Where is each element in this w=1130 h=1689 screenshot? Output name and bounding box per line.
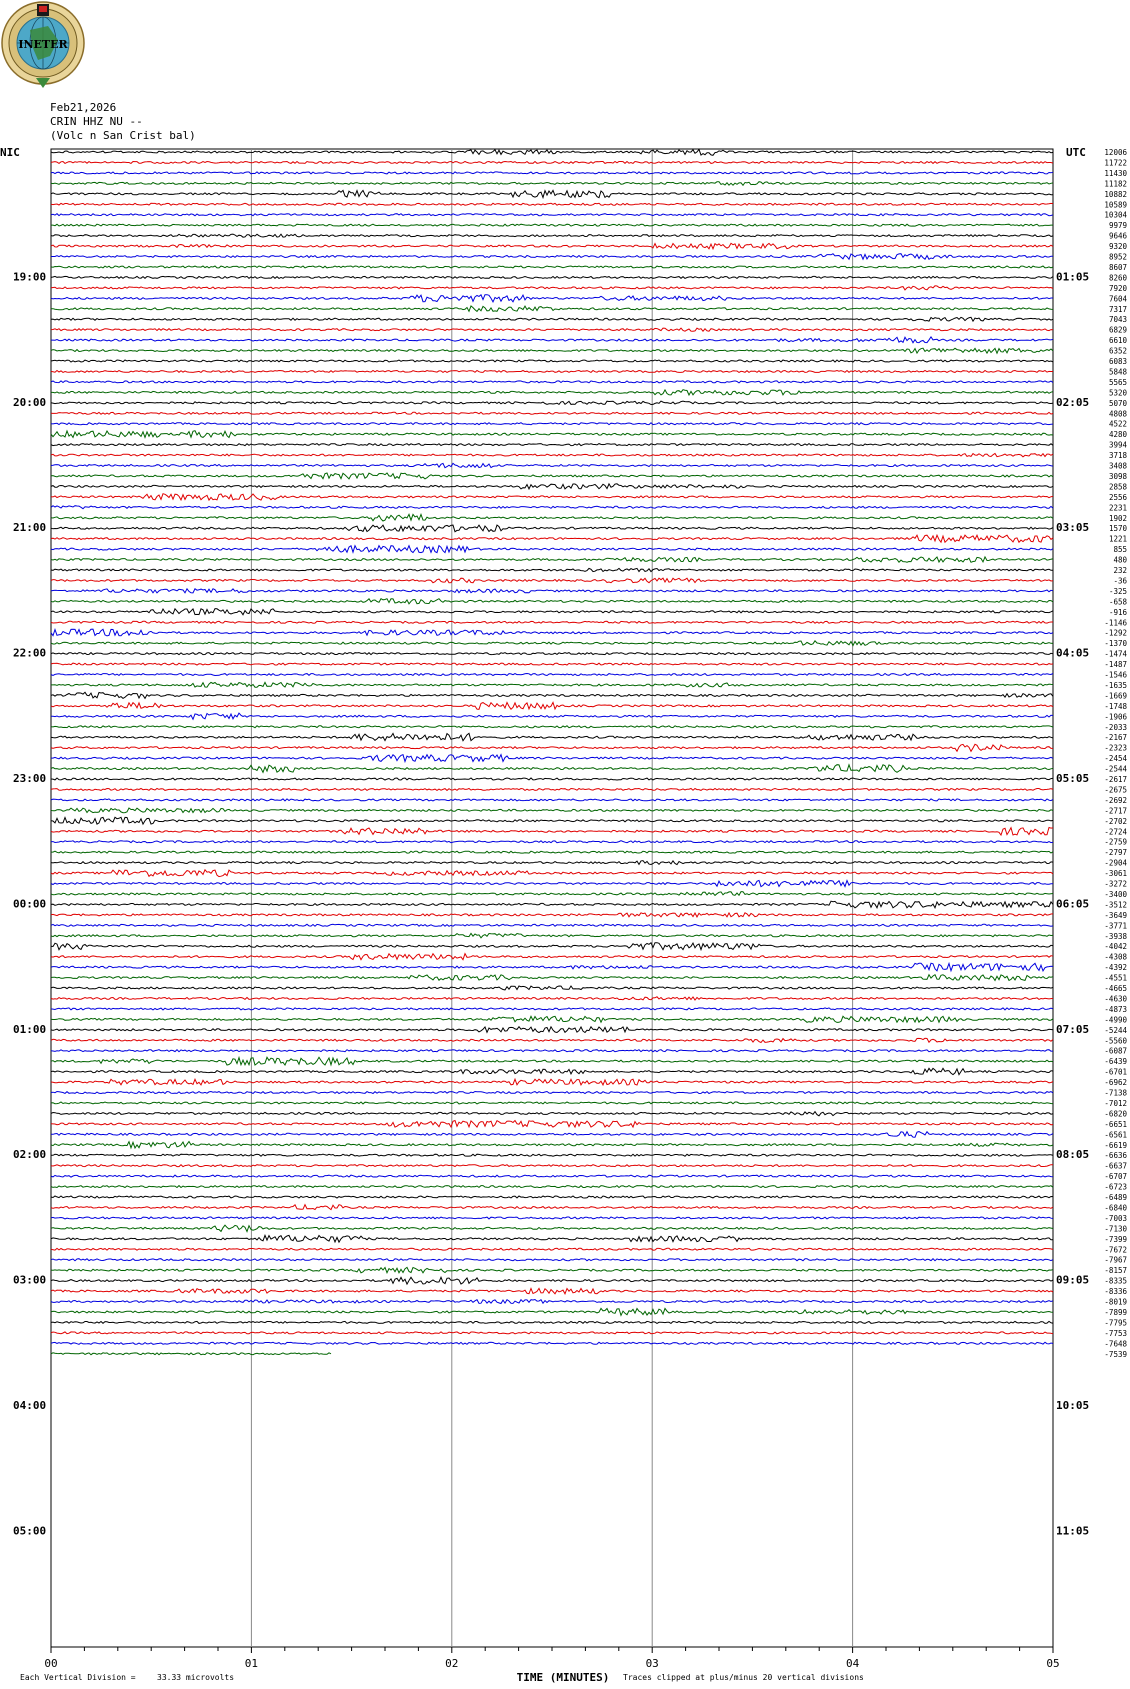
offset-label: -1906: [1104, 712, 1127, 722]
offset-label: -6962: [1104, 1078, 1127, 1088]
offset-label: 855: [1113, 545, 1127, 555]
trace-row-0: [51, 149, 1053, 155]
trace-row-14: [51, 295, 1053, 302]
offset-label: 2231: [1108, 503, 1127, 513]
trace-row-92: [51, 1112, 1053, 1116]
trace-row-109: [51, 1288, 1053, 1293]
right-zone-label: UTC: [1066, 146, 1086, 159]
offset-label: 5565: [1108, 377, 1127, 387]
left-hour-label: 02:00: [13, 1148, 47, 1162]
trace-row-4: [51, 190, 1053, 197]
trace-row-101: [51, 1205, 1053, 1210]
trace-row-7: [51, 224, 1053, 226]
trace-row-23: [51, 390, 1053, 395]
trace-row-97: [51, 1165, 1053, 1167]
trace-row-2: [51, 172, 1053, 174]
offset-label: 6083: [1108, 357, 1127, 366]
trace-row-32: [51, 484, 1053, 489]
x-tick-label: 00: [44, 1657, 58, 1670]
offset-label: -7012: [1104, 1098, 1127, 1108]
trace-row-15: [51, 306, 1053, 311]
trace-row-40: [51, 568, 1053, 571]
offset-label: -2797: [1104, 848, 1127, 858]
offset-label: -2033: [1104, 722, 1127, 732]
offset-label: -6707: [1104, 1172, 1127, 1182]
offset-label: -3649: [1104, 910, 1127, 920]
trace-row-39: [51, 557, 1053, 562]
trace-row-112: [51, 1321, 1053, 1323]
trace-row-89: [51, 1079, 1053, 1085]
trace-row-76: [51, 943, 1053, 950]
trace-row-63: [51, 808, 1053, 813]
trace-row-75: [51, 933, 1053, 937]
trace-row-88: [51, 1068, 1053, 1074]
trace-row-38: [51, 546, 1053, 553]
offset-label: -3512: [1104, 900, 1127, 910]
trace-row-29: [51, 454, 1053, 457]
x-tick-label: 05: [1046, 1657, 1060, 1670]
trace-row-25: [51, 412, 1053, 414]
left-hour-label: 03:00: [13, 1273, 47, 1287]
offset-label: -1370: [1104, 639, 1127, 649]
offset-label: -4990: [1104, 1015, 1127, 1025]
trace-row-85: [51, 1038, 1053, 1042]
trace-row-94: [51, 1132, 1053, 1138]
trace-row-44: [51, 609, 1053, 615]
trace-row-66: [51, 841, 1053, 843]
trace-row-102: [51, 1217, 1053, 1219]
trace-row-13: [51, 286, 1053, 290]
offset-label: 11722: [1104, 158, 1127, 168]
chart-title-date: Feb21,2026: [50, 101, 117, 114]
offset-label: 2556: [1108, 492, 1127, 502]
trace-row-36: [51, 525, 1053, 532]
offset-label: -7539: [1104, 1349, 1127, 1359]
offset-labels: [1104, 148, 1127, 1359]
left-hour-label: 01:00: [13, 1022, 47, 1036]
left-hour-label: 00:00: [13, 897, 47, 911]
offset-label: -5560: [1104, 1036, 1127, 1046]
trace-row-48: [51, 653, 1053, 655]
trace-row-18: [51, 337, 1053, 343]
offset-label: -2904: [1104, 858, 1127, 868]
trace-row-84: [51, 1027, 1053, 1033]
trace-row-43: [51, 599, 1053, 604]
offset-label: -2454: [1104, 754, 1127, 764]
trace-row-115: [51, 1353, 331, 1355]
trace-row-49: [51, 663, 1053, 665]
trace-row-96: [51, 1154, 1053, 1156]
left-hour-label: 19:00: [13, 270, 47, 284]
offset-label: -7672: [1104, 1245, 1127, 1255]
offset-label: 10589: [1104, 200, 1127, 210]
offset-label: 3994: [1108, 440, 1127, 450]
left-zone-label: NIC: [0, 146, 20, 159]
offset-label: -1474: [1104, 649, 1127, 659]
offset-label: -916: [1108, 607, 1127, 617]
offset-label: -7899: [1104, 1307, 1127, 1317]
offset-label: -6820: [1104, 1109, 1127, 1119]
right-hour-label: 01:05: [1056, 270, 1090, 284]
offset-label: -2692: [1104, 795, 1127, 805]
trace-row-87: [51, 1057, 1053, 1065]
trace-row-10: [51, 254, 1053, 260]
trace-row-90: [51, 1092, 1053, 1094]
offset-label: -2724: [1104, 827, 1127, 837]
trace-row-52: [51, 692, 1053, 698]
offset-label: 7920: [1108, 283, 1127, 293]
offset-label: 9646: [1108, 231, 1127, 241]
left-hour-label: 23:00: [13, 772, 47, 785]
offset-label: -36: [1113, 576, 1127, 586]
trace-row-65: [51, 828, 1053, 836]
offset-label: -6439: [1104, 1057, 1127, 1067]
trace-row-68: [51, 861, 1053, 865]
offset-label: -1669: [1104, 691, 1127, 701]
offset-label: -2717: [1104, 806, 1127, 816]
right-hour-label: 04:05: [1056, 646, 1090, 660]
right-hour-label: 11:05: [1056, 1524, 1090, 1538]
offset-label: -5244: [1104, 1025, 1127, 1035]
trace-row-86: [51, 1050, 1053, 1052]
offset-label: -7648: [1104, 1339, 1127, 1349]
offset-label: -7967: [1104, 1255, 1127, 1265]
trace-row-69: [51, 870, 1053, 877]
offset-label: -3272: [1104, 879, 1127, 889]
trace-row-50: [51, 674, 1053, 676]
trace-row-62: [51, 799, 1053, 801]
offset-label: -6651: [1104, 1119, 1127, 1129]
offset-label: -7130: [1104, 1224, 1127, 1234]
trace-row-55: [51, 726, 1053, 728]
offset-label: -2544: [1104, 764, 1127, 774]
offset-label: -8336: [1104, 1287, 1127, 1297]
trace-row-24: [51, 401, 1053, 404]
offset-label: -8019: [1104, 1297, 1127, 1307]
trace-row-82: [51, 1008, 1053, 1010]
trace-row-20: [51, 360, 1053, 362]
offset-label: 11430: [1104, 168, 1127, 178]
offset-label: -6636: [1104, 1151, 1127, 1161]
trace-row-95: [51, 1142, 1053, 1149]
trace-row-91: [51, 1102, 1053, 1104]
trace-row-46: [51, 629, 1053, 636]
trace-row-54: [51, 713, 1053, 719]
offset-label: -4630: [1104, 994, 1127, 1004]
offset-label: -7138: [1104, 1088, 1127, 1098]
trace-row-9: [51, 243, 1053, 249]
offset-label: -6561: [1104, 1130, 1127, 1140]
offset-label: 8952: [1108, 252, 1127, 262]
offset-label: 10304: [1104, 210, 1127, 220]
minute-gridlines: [251, 149, 852, 1647]
offset-label: -325: [1108, 586, 1127, 596]
offset-label: -6701: [1104, 1067, 1127, 1077]
trace-row-108: [51, 1277, 1053, 1284]
trace-row-1: [51, 162, 1053, 164]
offset-label: 1902: [1108, 513, 1127, 523]
offset-label: 4808: [1108, 409, 1127, 419]
offset-label: 8607: [1108, 262, 1127, 272]
trace-row-22: [51, 381, 1053, 383]
x-axis-label: TIME (MINUTES): [516, 1671, 610, 1684]
trace-row-3: [51, 182, 1053, 186]
plot-frame: [51, 149, 1053, 1647]
trace-row-93: [51, 1121, 1053, 1128]
right-hour-label: 10:05: [1056, 1399, 1090, 1412]
trace-row-111: [51, 1308, 1053, 1315]
left-hour-labels: [13, 270, 46, 1537]
trace-row-33: [51, 494, 1053, 500]
offset-label: 480: [1113, 555, 1127, 565]
trace-row-71: [51, 892, 1053, 896]
offset-label: 6610: [1108, 336, 1127, 346]
trace-row-16: [51, 317, 1053, 321]
footer-division-value: 33.33 microvolts: [157, 1673, 235, 1682]
chart-title-station: CRIN HHZ NU --: [50, 115, 143, 128]
trace-row-67: [51, 851, 1053, 853]
trace-row-45: [51, 621, 1053, 623]
offset-label: -6489: [1104, 1193, 1127, 1202]
trace-row-35: [51, 514, 1053, 521]
x-axis-ticks: [44, 1647, 1059, 1670]
trace-row-26: [51, 423, 1053, 425]
trace-row-12: [51, 276, 1053, 278]
trace-row-56: [51, 733, 1053, 740]
trace-row-77: [51, 954, 1053, 960]
trace-row-107: [51, 1267, 1053, 1272]
trace-row-17: [51, 328, 1053, 331]
offset-label: -6087: [1104, 1046, 1127, 1056]
offset-label: -6723: [1104, 1182, 1127, 1192]
offset-label: -8157: [1104, 1266, 1127, 1276]
right-hour-label: 09:05: [1056, 1273, 1090, 1287]
trace-row-105: [51, 1248, 1053, 1250]
x-tick-label: 03: [645, 1657, 659, 1670]
offset-label: -2759: [1104, 837, 1127, 847]
offset-label: 5320: [1108, 388, 1127, 398]
offset-label: 5848: [1108, 367, 1127, 377]
offset-label: 7604: [1108, 294, 1127, 304]
offset-label: -7795: [1104, 1318, 1127, 1328]
offset-label: -4665: [1104, 984, 1127, 993]
offset-label: -2167: [1104, 733, 1127, 743]
offset-label: -1546: [1104, 670, 1127, 680]
offset-label: -658: [1108, 597, 1127, 607]
offset-label: -4392: [1104, 963, 1127, 973]
offset-label: 6352: [1108, 346, 1127, 356]
trace-row-79: [51, 975, 1053, 981]
trace-row-21: [51, 371, 1053, 373]
trace-row-31: [51, 473, 1053, 479]
trace-row-113: [51, 1332, 1053, 1334]
offset-label: -4042: [1104, 942, 1127, 952]
left-hour-label: 21:00: [13, 521, 47, 535]
ineter-logo: [2, 2, 84, 88]
x-tick-label: 04: [845, 1657, 860, 1670]
offset-label: 3408: [1108, 461, 1127, 471]
offset-label: -7003: [1104, 1213, 1127, 1223]
offset-label: -2702: [1104, 816, 1127, 826]
offset-label: 12006: [1104, 148, 1127, 157]
offset-label: -6619: [1104, 1140, 1127, 1150]
trace-row-81: [51, 997, 1053, 1000]
offset-label: -1487: [1104, 660, 1127, 670]
trace-row-11: [51, 266, 1053, 268]
offset-label: 5070: [1108, 398, 1127, 408]
offset-label: 9979: [1108, 221, 1127, 231]
offset-label: -7399: [1104, 1234, 1127, 1244]
trace-row-6: [51, 214, 1053, 216]
trace-row-64: [51, 817, 1053, 824]
right-hour-label: 06:05: [1056, 897, 1090, 911]
trace-row-72: [51, 901, 1053, 908]
offset-label: -7753: [1104, 1328, 1127, 1338]
trace-row-80: [51, 986, 1053, 990]
trace-row-5: [51, 203, 1053, 205]
trace-row-83: [51, 1016, 1053, 1022]
offset-label: 9320: [1108, 242, 1127, 252]
right-hour-labels: [1056, 270, 1089, 1537]
offset-label: -2617: [1104, 775, 1127, 784]
offset-label: -3938: [1104, 931, 1127, 941]
offset-label: 1570: [1108, 524, 1127, 534]
trace-row-28: [51, 444, 1053, 446]
trace-row-74: [51, 924, 1053, 926]
trace-row-60: [51, 778, 1053, 780]
chart-title-volcano: (Volc n San Crist bal): [50, 129, 196, 142]
offset-label: 7317: [1108, 304, 1127, 314]
trace-row-106: [51, 1259, 1053, 1261]
trace-row-78: [51, 963, 1053, 971]
offset-label: -1292: [1104, 628, 1127, 638]
trace-row-104: [51, 1235, 1053, 1242]
trace-row-98: [51, 1175, 1053, 1177]
trace-row-103: [51, 1225, 1053, 1231]
trace-row-110: [51, 1300, 1053, 1304]
offset-label: -2675: [1104, 785, 1127, 795]
right-hour-label: 07:05: [1056, 1022, 1090, 1036]
trace-row-19: [51, 348, 1053, 353]
trace-row-100: [51, 1196, 1053, 1198]
left-hour-label: 20:00: [13, 395, 47, 409]
left-hour-label: 22:00: [13, 646, 47, 660]
trace-row-114: [51, 1342, 1053, 1344]
offset-label: 3718: [1108, 451, 1127, 461]
trace-row-41: [51, 578, 1053, 583]
trace-row-8: [51, 234, 1053, 237]
left-hour-label: 04:00: [13, 1399, 47, 1412]
right-hour-label: 02:05: [1056, 395, 1090, 409]
x-tick-label: 02: [445, 1657, 459, 1670]
trace-row-27: [51, 431, 1053, 438]
right-hour-label: 03:05: [1056, 521, 1090, 535]
offset-label: 4522: [1108, 419, 1127, 429]
trace-row-73: [51, 913, 1053, 917]
offset-label: 1221: [1108, 534, 1127, 544]
offset-label: 232: [1113, 566, 1127, 575]
offset-label: -3400: [1104, 889, 1127, 899]
trace-row-34: [51, 506, 1053, 509]
trace-row-51: [51, 682, 1053, 687]
offset-label: 6829: [1108, 325, 1127, 335]
footer-clip-note: Traces clipped at plus/minus 20 vertical divisions: [623, 1673, 864, 1682]
offset-label: 11182: [1104, 179, 1127, 189]
offset-label: -3061: [1104, 869, 1127, 879]
logo-text: INETER: [18, 38, 68, 51]
right-hour-label: 08:05: [1056, 1148, 1090, 1162]
offset-label: -8335: [1104, 1276, 1127, 1286]
offset-label: -4873: [1104, 1004, 1127, 1014]
offset-label: -6637: [1104, 1161, 1127, 1171]
offset-label: 10882: [1104, 189, 1127, 199]
offset-label: 3098: [1108, 471, 1127, 481]
offset-label: 7043: [1108, 315, 1127, 325]
trace-row-47: [51, 641, 1053, 646]
trace-group: [51, 149, 1053, 1354]
offset-label: -1146: [1104, 618, 1127, 628]
trace-row-37: [51, 535, 1053, 542]
trace-row-42: [51, 589, 1053, 593]
trace-row-58: [51, 755, 1053, 762]
offset-label: -3771: [1104, 921, 1127, 931]
x-tick-label: 01: [244, 1657, 259, 1670]
offset-label: 2858: [1108, 482, 1127, 492]
offset-label: 4280: [1108, 430, 1127, 440]
footer-division-label: Each Vertical Division =: [20, 1673, 136, 1682]
trace-row-61: [51, 789, 1053, 791]
trace-row-70: [51, 880, 1053, 886]
offset-label: 8260: [1108, 273, 1127, 283]
offset-label: -2323: [1104, 743, 1127, 753]
left-hour-label: 05:00: [13, 1524, 47, 1538]
right-hour-label: 05:05: [1056, 772, 1090, 785]
offset-label: -1748: [1104, 701, 1127, 711]
trace-row-57: [51, 744, 1053, 751]
offset-label: -4308: [1104, 952, 1127, 962]
trace-row-99: [51, 1186, 1053, 1188]
trace-row-59: [51, 765, 1053, 773]
offset-label: -6840: [1104, 1203, 1127, 1213]
offset-label: -4551: [1104, 973, 1127, 983]
trace-row-30: [51, 463, 1053, 467]
trace-row-53: [51, 702, 1053, 709]
offset-label: -1635: [1104, 680, 1127, 690]
